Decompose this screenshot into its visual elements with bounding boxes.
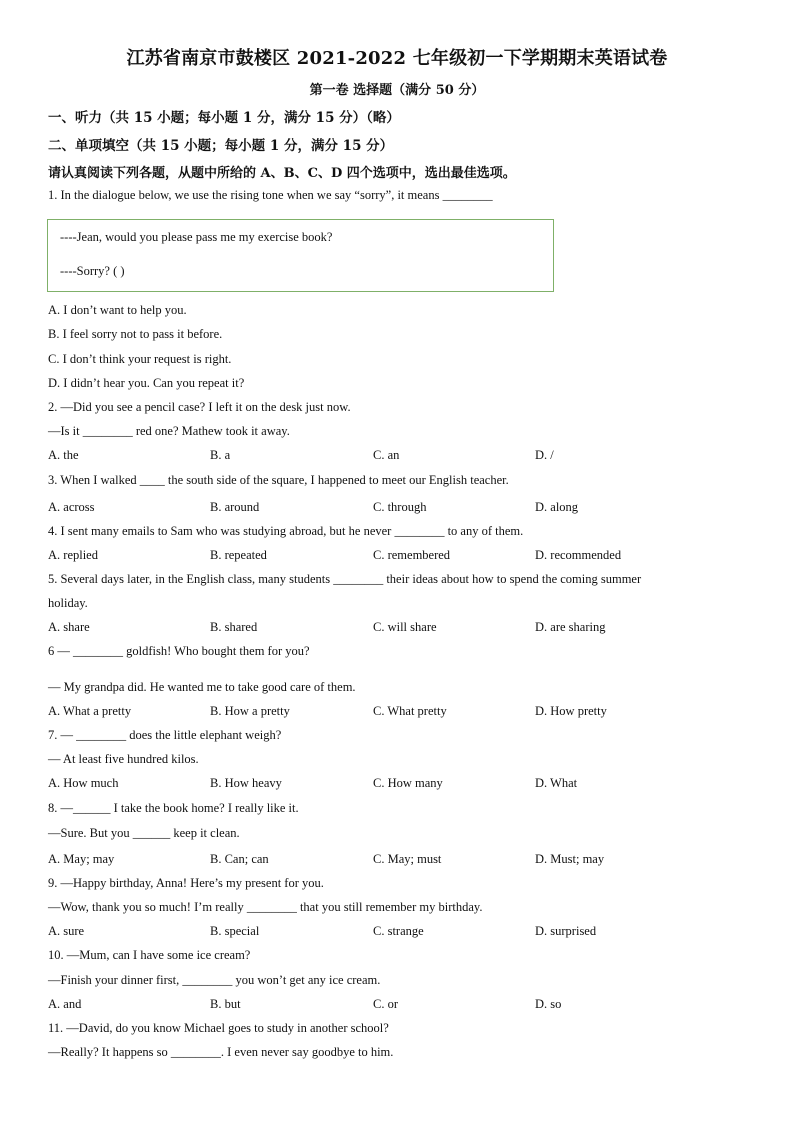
question-2-stem: —Is it ________ red one? Mathew took it away.	[48, 424, 290, 438]
question-6-stem: 6 — ________ goldfish! Who bought them for you?	[48, 644, 310, 658]
option-b[interactable]: B. a	[210, 448, 231, 462]
option-d[interactable]: D. are sharing	[535, 620, 606, 634]
question-8-stem: —Sure. But you ______ keep it clean.	[48, 826, 240, 840]
option-b[interactable]: B. special	[210, 924, 260, 938]
question-10-options	[48, 997, 748, 1015]
question-2-stem: 2. —Did you see a pencil case? I left it on the desk just now.	[48, 400, 351, 414]
option-d[interactable]: D. Must; may	[535, 852, 605, 866]
option-b[interactable]: B. How a pretty	[210, 704, 290, 718]
instruction: 请认真阅读下列各题，从题中所给的 A、B、C、D 四个选项中，选出最佳选项。	[48, 166, 516, 181]
question-8-stem: 8. —______ I take the book home? I really like it.	[48, 801, 299, 815]
option-c[interactable]: C. How many	[373, 776, 443, 790]
section-single-choice: 二、单项填空（共 15 小题；每小题 1 分，满分 15 分）	[48, 138, 394, 154]
question-5-stem: 5. Several days later, in the English class, many students ________ their ideas about how to spend the coming summer	[48, 572, 642, 586]
option-b[interactable]: B. repeated	[210, 548, 267, 562]
option-a[interactable]: A. sure	[48, 924, 85, 938]
question-1-option-c[interactable]: C. I don’t think your request is right.	[48, 352, 232, 366]
option-c[interactable]: C. May; must	[373, 852, 442, 866]
option-b[interactable]: B. Can; can	[210, 852, 269, 866]
question-7-stem: — At least five hundred kilos.	[48, 752, 199, 766]
option-d[interactable]: D. How pretty	[535, 704, 607, 718]
question-1-stem: 1. In the dialogue below, we use the rising tone when we say “sorry”, it means ________	[48, 188, 493, 202]
option-c[interactable]: C. remembered	[373, 548, 451, 562]
option-a[interactable]: A. and	[48, 997, 82, 1011]
part-subtitle: 第一卷 选择题（满分 50 分）	[309, 83, 485, 98]
option-b[interactable]: B. shared	[210, 620, 258, 634]
question-10-stem: 10. —Mum, can I have some ice cream?	[48, 948, 251, 962]
question-1-option-d[interactable]: D. I didn’t hear you. Can you repeat it?	[48, 376, 245, 390]
option-d[interactable]: D. What	[535, 776, 578, 790]
option-a[interactable]: A. How much	[48, 776, 119, 790]
question-7-options	[48, 776, 748, 794]
question-6-stem: — My grandpa did. He wanted me to take good care of them.	[48, 680, 356, 694]
option-c[interactable]: C. through	[373, 500, 427, 514]
option-c[interactable]: C. What pretty	[373, 704, 447, 718]
question-3-stem: 3. When I walked ____ the south side of the square, I happened to meet our English teacher.	[48, 473, 509, 487]
option-a[interactable]: A. What a pretty	[48, 704, 132, 718]
question-3-options	[48, 500, 748, 518]
question-9-stem: —Wow, thank you so much! I’m really ________ that you still remember my birthday.	[48, 900, 483, 914]
question-5-options	[48, 620, 748, 638]
option-c[interactable]: C. strange	[373, 924, 424, 938]
question-4-stem: 4. I sent many emails to Sam who was studying abroad, but he never ________ to any of them.	[48, 524, 524, 538]
question-2-options	[48, 448, 748, 466]
page-title: 江苏省南京市鼓楼区 2021-2022 七年级初一下学期期末英语试卷	[126, 48, 668, 69]
question-9-options	[48, 924, 748, 942]
question-7-stem: 7. — ________ does the little elephant weigh?	[48, 728, 282, 742]
dialogue-box	[47, 219, 554, 292]
dialogue-line: ----Sorry? ( )	[60, 264, 125, 278]
question-5-stem: holiday.	[48, 596, 88, 610]
option-b[interactable]: B. around	[210, 500, 260, 514]
question-11-stem: 11. —David, do you know Michael goes to study in another school?	[48, 1021, 389, 1035]
option-a[interactable]: A. replied	[48, 548, 98, 562]
option-c[interactable]: C. or	[373, 997, 398, 1011]
option-a[interactable]: A. May; may	[48, 852, 115, 866]
option-d[interactable]: D. recommended	[535, 548, 622, 562]
question-8-options	[48, 852, 748, 870]
question-4-options	[48, 548, 748, 566]
option-c[interactable]: C. will share	[373, 620, 437, 634]
question-10-stem: —Finish your dinner first, ________ you won’t get any ice cream.	[48, 973, 381, 987]
section-listening: 一、听力（共 15 小题；每小题 1 分，满分 15 分）（略）	[48, 110, 400, 126]
option-b[interactable]: B. but	[210, 997, 241, 1011]
question-6-options	[48, 704, 748, 722]
option-a[interactable]: A. across	[48, 500, 95, 514]
option-d[interactable]: D. so	[535, 997, 562, 1011]
question-1-option-a[interactable]: A. I don’t want to help you.	[48, 303, 187, 317]
option-b[interactable]: B. How heavy	[210, 776, 282, 790]
option-d[interactable]: D. surprised	[535, 924, 597, 938]
dialogue-line: ----Jean, would you please pass me my exercise book?	[60, 230, 333, 244]
option-d[interactable]: D. along	[535, 500, 579, 514]
question-11-stem: —Really? It happens so ________. I even never say goodbye to him.	[48, 1045, 394, 1059]
question-1-option-b[interactable]: B. I feel sorry not to pass it before.	[48, 327, 223, 341]
option-c[interactable]: C. an	[373, 448, 400, 462]
option-d[interactable]: D. /	[535, 448, 554, 462]
question-9-stem: 9. —Happy birthday, Anna! Here’s my present for you.	[48, 876, 324, 890]
option-a[interactable]: A. share	[48, 620, 90, 634]
option-a[interactable]: A. the	[48, 448, 79, 462]
